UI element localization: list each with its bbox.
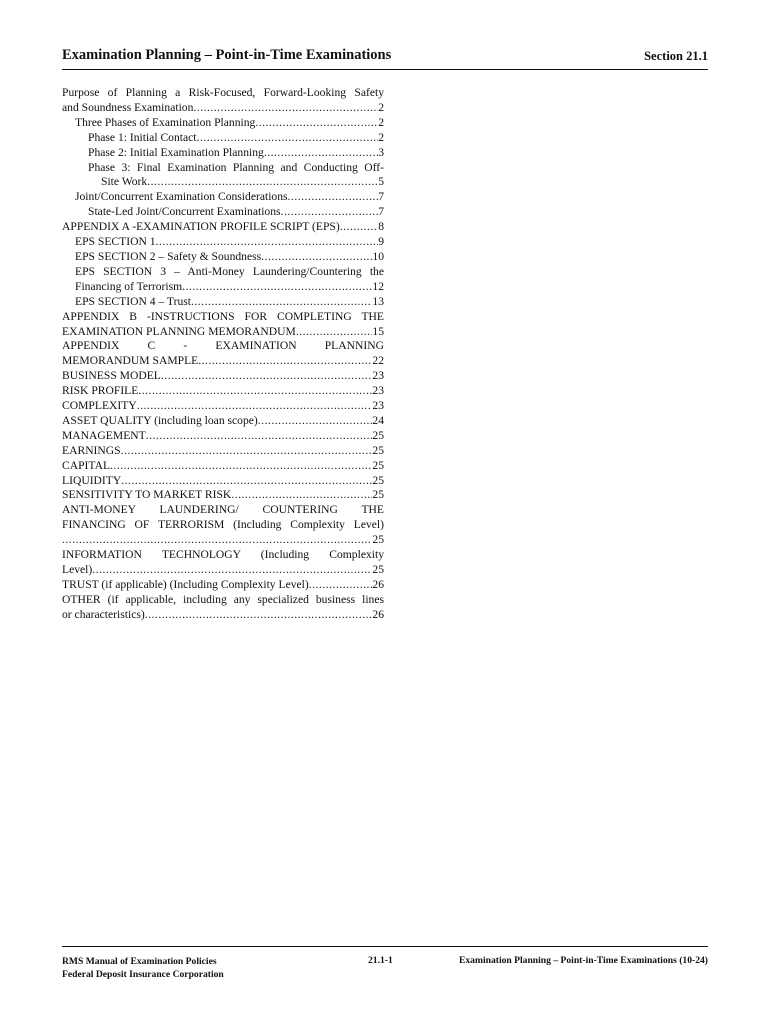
toc-entry[interactable] xyxy=(62,190,384,205)
toc-page-number: 26 xyxy=(372,607,384,621)
toc-page-number: 25 xyxy=(372,488,384,502)
toc-entry[interactable] xyxy=(62,220,384,235)
toc-entry-title: Level) xyxy=(62,563,93,576)
toc-entry[interactable] xyxy=(62,459,384,474)
toc-entry[interactable] xyxy=(62,369,384,384)
toc-entry-text: OTHER (if applicable, including any specialized business lines xyxy=(62,592,384,606)
dot-leader xyxy=(146,429,373,444)
toc-entry[interactable] xyxy=(62,310,384,340)
toc-page-number: 15 xyxy=(372,324,384,338)
dot-leader xyxy=(110,459,372,474)
section-number: Section 21.1 xyxy=(644,49,708,63)
toc-entry-text: Purpose of Planning a Risk-Focused, Forward-Looking Safety xyxy=(62,86,384,99)
dot-leader xyxy=(121,444,373,459)
toc-entry[interactable] xyxy=(62,235,384,250)
toc-entry[interactable] xyxy=(62,429,384,444)
toc-entry[interactable] xyxy=(62,265,384,295)
toc-entry[interactable] xyxy=(62,131,384,146)
toc-entry-title: EARNINGS xyxy=(62,443,121,457)
toc-entry-title: BUSINESS MODEL xyxy=(62,369,161,383)
toc-entry-title: MANAGEMENT xyxy=(62,428,146,442)
dot-leader xyxy=(255,116,378,131)
toc-entry[interactable] xyxy=(62,86,384,116)
dot-leader xyxy=(309,578,373,593)
toc-page-number: 7 xyxy=(378,205,384,219)
toc-entry-title: Financing of Terrorism xyxy=(75,279,183,293)
toc-page-number: 24 xyxy=(372,413,384,427)
toc-page-number: 10 xyxy=(372,249,384,263)
toc-entry[interactable] xyxy=(62,399,384,414)
toc-entry[interactable] xyxy=(62,146,384,161)
dot-leader xyxy=(137,399,373,414)
dot-leader xyxy=(145,608,373,623)
toc-entry[interactable] xyxy=(62,414,384,429)
footer-organization: Federal Deposit Insurance Corporation xyxy=(62,969,224,980)
page-header xyxy=(62,47,708,70)
toc-entry-title: RISK PROFILE xyxy=(62,384,139,398)
toc-page-number: 7 xyxy=(378,190,384,204)
dot-leader xyxy=(156,235,379,250)
toc-entry[interactable] xyxy=(62,295,384,310)
toc-entry-title: Joint/Concurrent Examination Considerations xyxy=(75,190,288,204)
toc-entry[interactable] xyxy=(62,205,384,220)
dot-leader xyxy=(281,205,379,220)
footer-publication xyxy=(62,955,224,981)
toc-entry[interactable] xyxy=(62,444,384,459)
toc-entry-text: APPENDIX C - EXAMINATION PLANNING xyxy=(62,339,384,353)
dot-leader xyxy=(121,474,372,489)
toc-entry-title: APPENDIX A -EXAMINATION PROFILE SCRIPT (EPS) xyxy=(62,220,340,234)
toc-entry-title: Phase 1: Initial Contact xyxy=(88,130,197,144)
toc-entry[interactable] xyxy=(62,339,384,369)
toc-page-number: 9 xyxy=(378,235,384,249)
toc-page-number: 23 xyxy=(372,369,384,383)
dot-leader xyxy=(138,384,372,399)
toc-entry-title: and Soundness Examination xyxy=(62,100,194,114)
toc-page-number: 23 xyxy=(372,399,384,413)
toc-page-number: 5 xyxy=(378,175,384,189)
toc-entry[interactable] xyxy=(62,161,384,191)
toc-entry-title: TRUST (if applicable) (Including Complexity Level) xyxy=(62,577,309,591)
toc-entry-title: MEMORANDUM SAMPLE xyxy=(62,354,199,368)
footer-manual-name: RMS Manual of Examination Policies xyxy=(62,956,217,967)
toc-page-number: 22 xyxy=(372,354,384,368)
toc-entry-text: ANTI-MONEY LAUNDERING/ COUNTERING THE xyxy=(62,503,384,517)
toc-page-number: 25 xyxy=(372,563,384,576)
toc-entry-title: EXAMINATION PLANNING MEMORANDUM xyxy=(62,324,296,338)
toc-entry-text: INFORMATION TECHNOLOGY (Including Complexity xyxy=(62,548,384,562)
toc-page-number: 26 xyxy=(372,577,384,591)
toc-entry[interactable] xyxy=(62,250,384,265)
toc-entry-text: APPENDIX B -INSTRUCTIONS FOR COMPLETING THE xyxy=(62,309,384,323)
toc-entry-title: Site Work xyxy=(101,175,148,189)
toc-page-number: 23 xyxy=(372,384,384,398)
toc-entry-text: Phase 3: Final Examination Planning and Conducting Off- xyxy=(88,160,384,174)
toc-entry-title: Phase 2: Initial Examination Planning xyxy=(88,145,264,159)
toc-entry-title: or characteristics) xyxy=(62,607,145,621)
toc-entry-title: ASSET QUALITY (including loan scope) xyxy=(62,413,258,427)
toc-entry[interactable] xyxy=(62,503,384,548)
toc-page-number: 25 xyxy=(372,533,384,547)
dot-leader xyxy=(198,354,372,369)
dot-leader xyxy=(62,533,372,548)
dot-leader xyxy=(193,101,378,116)
toc-entry-title: CAPITAL xyxy=(62,458,111,472)
dot-leader xyxy=(340,220,378,235)
toc-page-number: 25 xyxy=(372,443,384,457)
toc-entry-title: SENSITIVITY TO MARKET RISK xyxy=(62,488,232,502)
dot-leader xyxy=(288,190,379,205)
dot-leader xyxy=(231,488,372,503)
dot-leader xyxy=(147,175,378,190)
page-footer xyxy=(62,946,708,980)
page-title: Examination Planning – Point-in-Time Examinations xyxy=(62,47,392,63)
dot-leader xyxy=(261,250,372,265)
toc-entry[interactable] xyxy=(62,116,384,131)
toc-page-number: 2 xyxy=(378,130,384,144)
toc-entry-title: EPS SECTION 2 – Safety & Soundness xyxy=(75,249,262,263)
toc-entry[interactable] xyxy=(62,474,384,489)
toc-entry-title: EPS SECTION 4 – Trust xyxy=(75,294,191,308)
toc-page-number: 2 xyxy=(378,115,384,129)
toc-entry-text: EPS SECTION 3 – Anti-Money Laundering/Countering the xyxy=(75,264,384,278)
toc-entry-title: EPS SECTION 1 xyxy=(75,235,156,249)
toc-entry-title: State-Led Joint/Concurrent Examinations xyxy=(88,205,281,219)
toc-entry-title: Three Phases of Examination Planning xyxy=(75,115,256,129)
toc-page-number: 12 xyxy=(372,279,384,293)
dot-leader xyxy=(264,146,378,161)
toc-page-number: 13 xyxy=(372,294,384,308)
dot-leader xyxy=(296,325,373,340)
toc-page-number: 25 xyxy=(372,458,384,472)
dot-leader xyxy=(191,295,372,310)
toc-page-number: 25 xyxy=(372,473,384,487)
footer-chapter-title: Examination Planning – Point-in-Time Examinations (10-24) xyxy=(458,955,708,966)
toc-entry-title: LIQUIDITY xyxy=(62,473,122,487)
dot-leader xyxy=(161,369,373,384)
dot-leader xyxy=(92,563,372,578)
toc-entry[interactable] xyxy=(62,548,384,578)
dot-leader xyxy=(258,414,373,429)
toc-entry[interactable] xyxy=(62,578,384,593)
toc-entry-title: COMPLEXITY xyxy=(62,399,137,413)
page-number: 21.1-1 xyxy=(368,955,393,966)
toc-page-number: 3 xyxy=(378,145,384,159)
dot-leader xyxy=(182,280,372,295)
toc-entry-text: FINANCING OF TERRORISM (Including Complexity Level) xyxy=(62,518,384,532)
toc-page-number: 25 xyxy=(372,428,384,442)
toc-entry[interactable] xyxy=(62,384,384,399)
toc-page-number: 8 xyxy=(378,220,384,234)
toc-entry[interactable] xyxy=(62,488,384,503)
dot-leader xyxy=(197,131,379,146)
table-of-contents xyxy=(62,86,384,623)
toc-entry[interactable] xyxy=(62,593,384,623)
toc-page-number: 2 xyxy=(378,100,384,114)
